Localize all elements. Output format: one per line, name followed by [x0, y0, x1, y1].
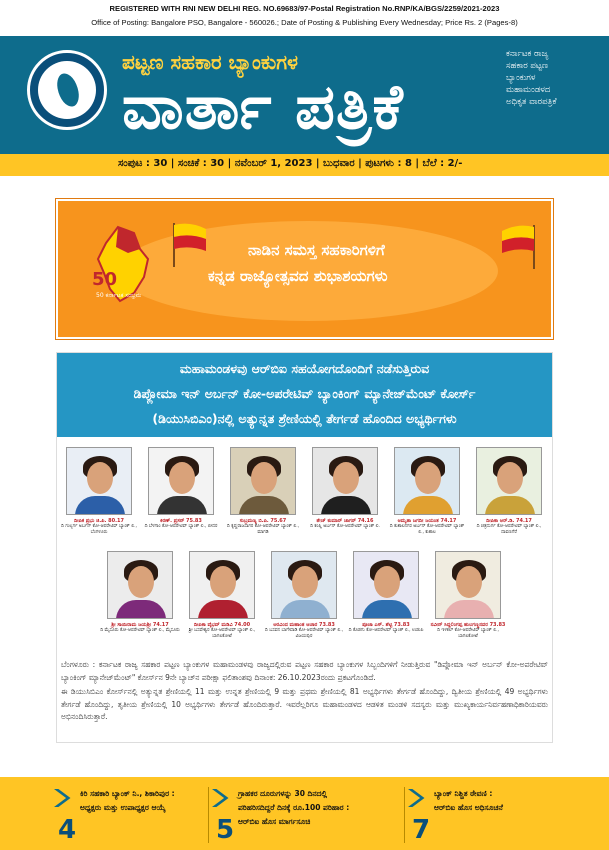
greeting-line-1: ನಾಡಿನ ಸಮಸ್ತ ಸಹಕಾರಿಗಳಿಗೆ	[248, 241, 385, 259]
article-paragraph-2: ಈ ಡಿಯುಸಿಬಿಎಂ ಕೋರ್ಸ್‌ನಲ್ಲಿ ಅತ್ಯುನ್ನತ ಶ್ರೇಣಿಯಲ್ಲಿ 11 ಮತ್ತು ಉನ್ನತ ಶ್ರೇಣಿಯಲ್ಲಿ 9 ಮತ್ತು ಪ್ರಥಮ ಶ್ರೇಣಿಯಲ್ಲಿ 81 ಅಭ್ಯರ್ಥಿಗಳು ತೇರ್ಗಡೆ ಹೊಂದಿದ್ದು, ದ್ವಿತೀಯ ಶ್ರೇಣಿಯಲ್ಲಿ 49 ಅಭ್ಯರ್ಥಿಗಳು ತೇರ್ಗಡೆ ಹೊಂದಿದ್ದು, ತೃತೀಯ ಶ್ರೇಣಿಯಲ್ಲಿ 10 ಅಭ್ಯರ್ಥಿಗಳು ತೇರ್ಗಡೆ ಹೊಂದಿರುತ್ತಾರೆ. ಇವರೆಲ್ಲರಿಗೂ ಮಹಾಮಂಡಳದ ಆಡಳಿತ ಮಂಡಳಿ ಸದಸ್ಯರು ಮತ್ತು ಮುಖ್ಯಕಾರ್ಯನಿರ್ವಹಣಾಧಿಕಾರಿಯವರು ಅಭಿನಂದಿಸಿರುತ್ತಾರೆ.	[61, 687, 548, 721]
promo-page-5[interactable]: 5 ಗ್ರಾಹಕರ ದೂರುಗಳನ್ನು 30 ದಿನದಲ್ಲಿ ಪರಿಹರಿಸದಿದ್ದರೆ ದಿನಕ್ಕೆ ರೂ.100 ಪರಿಹಾರ : ಆರ್‌ಬಿಐ ಹೊಸ ಮಾರ್ಗಸೂಚಿ	[212, 783, 402, 847]
candidate-card: ಪೂಜಾ ಎಸ್. ಶೆಟ್ಟಿ 73.83 ದಿ ಕೊಡಗು ಕೋ-ಆಪರೇಟಿವ್ ಬ್ಯಾಂಕ್ ಲಿ., ಉಡುಪಿ	[346, 551, 426, 634]
karnataka-map-icon	[55, 72, 81, 109]
candidate-photo	[353, 551, 419, 619]
registration-line: REGISTERED WITH RNI NEW DELHI REG. NO.69683/97-Postal Registration No.RNP/KA/BGS/2259/2021-2023	[109, 4, 500, 13]
masthead	[0, 36, 609, 154]
masthead-title: ವಾರ್ತಾ ಪತ್ರಿಕೆ	[122, 70, 404, 143]
candidate-photo	[107, 551, 173, 619]
article-body	[61, 659, 548, 726]
candidate-card: ಶ್ರೀ ಸಾಯಿರಾಮ ಜಯಶ್ರೀ 74.17 ದಿ ಮೈಸೂರು ಕೋ-ಆಪರೇಟಿವ್ ಬ್ಯಾಂಕ್ ಲಿ., ಮೈಸೂರು	[100, 551, 180, 634]
promo-page-7[interactable]: 7 ಬ್ಯಾಂಕ್ ನಿಶ್ಚಿತ ಠೇವಣಿ : ಆರ್‌ಬಿಐ ಹೊಸ ಅಧಿಸೂಚನೆ	[408, 783, 558, 847]
candidate-card: ಕಿರಣ್. ಪ್ರಸನ್ 75.83 ದಿ ಬೆಳಗಾಂ ಕೋ-ಆಪರೇಟಿವ್ ಬ್ಯಾಂಕ್ ಲಿ., ಬೀದರ	[141, 447, 221, 530]
chevron-right-icon	[408, 789, 430, 807]
inside-pages-strip	[0, 775, 609, 850]
candidate-card: ಸುಬ್ರಮಣ್ಯ ಬಿ.ಪಿ. 75.67 ದಿ ಕೃಷ್ಣರಾಜಸಾಗರ ಕೋ-ಆಪರೇಟಿವ್ ಬ್ಯಾಂಕ್ ಲಿ., ಮಾಗಡಿ	[223, 447, 303, 536]
promo-page-4[interactable]: 4 ಕಿರಿ ಸಹಕಾರಿ ಬ್ಯಾಂಕ್ ನಿ., ಶಿಕಾರಿಪುರ : ಅಧ್ಯಕ್ಷರು ಮತ್ತು ಉಪಾಧ್ಯಕ್ಷರ ಆಯ್ಕೆ	[54, 783, 214, 847]
kannada-flag-right	[498, 223, 538, 269]
candidate-card: ದೀಪಿಕಾ ವೈಭವ್ ಮಡಿವಿ 74.00 ಶ್ರೀ ಬಸವೇಶ್ವರ ಕೋ-ಆಪರೇಟಿವ್ ಬ್ಯಾಂಕ್ ಲಿ., ಬಾಗಲಕೋಟೆ	[182, 551, 262, 640]
candidate-photo	[312, 447, 378, 515]
candidate-card: ನವೀನ್ ಸಿದ್ದಲಿಂಗಪ್ಪ ಹುಲಗಣ್ಣನವರ 73.83 ದಿ ಇಳಕಲ್ ಕೋ-ಆಪರೇಟಿವ್ ಬ್ಯಾಂಕ್ ಲಿ., ಬಾಗಲಕೋಟೆ	[428, 551, 508, 640]
candidate-photo	[476, 447, 542, 515]
candidate-card: ತೇಜ್ ಕುಮಾರ್ ಜಾಗರ್ 74.16 ದಿ ಕಂಪ್ಲಿ ಅರ್ಬನ್ ಕೋ-ಆಪರೇಟಿವ್ ಬ್ಯಾಂಕ್ ಲಿ.	[305, 447, 385, 530]
kannada-flag-left	[170, 221, 210, 267]
svg-text:50: 50	[92, 269, 118, 290]
rajyotsava-greeting-banner	[56, 199, 553, 339]
candidate-photo	[271, 551, 337, 619]
candidate-card: ದೀಪಿಕಾ ಆರ್.ಡಿ. 74.17 ದಿ ಚಿತ್ರದುರ್ಗ ಕೋ-ಆಪರೇಟಿವ್ ಬ್ಯಾಂಕ್ ಲಿ., ದಾವಣಗೆರೆ	[469, 447, 549, 536]
chevron-right-icon	[212, 789, 234, 807]
article-paragraph-1: ಬೆಂಗಳೂರು : ಕರ್ನಾಟಕ ರಾಜ್ಯ ಸಹಕಾರ ಪಟ್ಟಣ ಬ್ಯಾಂಕುಗಳ ಮಹಾಮಂಡಳವು ರಾಜ್ಯದಲ್ಲಿರುವ ಪಟ್ಟಣ ಸಹಕಾರ ಬ್ಯಾಂಕುಗಳ ಸಿಬ್ಬಂದಿಗಳಿಗೆ ನೀಡುತ್ತಿರುವ "ಡಿಪ್ಲೋಮಾ ಇನ್ ಅರ್ಬನ್ ಕೋ-ಅಪರೇಟಿವ್ ಬ್ಯಾಂಕಿಂಗ್ ಮ್ಯಾನೇಜ್‌ಮೆಂಟ್" ಕೋರ್ಸ್‌ನ 9ನೇ ಬ್ಯಾಚ್‌ನ ಪರೀಕ್ಷಾ ಫಲಿತಾಂಶವು ದಿನಾಂಕ: 26.10.2023ರಂದು ಪ್ರಕಟಗೊಂಡಿದೆ.	[61, 660, 548, 682]
karnataka-50-emblem	[88, 223, 158, 305]
candidate-photo	[148, 447, 214, 515]
candidate-photo	[394, 447, 460, 515]
candidate-card: ಅರವಿಂದ ಮಹಾಂತ ಆಚಾರ 73.83 ದಿ ಬಸವನ ಬಾಗೇವಾಡಿ ಕೋ-ಆಪರೇಟಿವ್ ಬ್ಯಾಂಕ್ ಲಿ., ವಿಜಯಪುರ	[264, 551, 344, 640]
masthead-subtitle: ಪಟ್ಟಣ ಸಹಕಾರ ಬ್ಯಾಂಕುಗಳ	[122, 50, 298, 74]
dcbm-toppers-article	[56, 352, 553, 743]
issue-details: ಸಂಪುಟ : 30 | ಸಂಚಿಕೆ : 30 | ನವೆಂಬರ್ 1, 2023 | ಬುಧವಾರ | ಪುಟಗಳು : 8 | ಬೆಲೆ : 2/-	[118, 158, 463, 169]
candidate-photo	[66, 447, 132, 515]
candidate-photo	[435, 551, 501, 619]
masthead-side-note: ಕರ್ನಾಟಕ ರಾಜ್ಯ ಸಹಕಾರ ಪಟ್ಟಣ ಬ್ಯಾಂಕುಗಳ ಮಹಾಮಂಡಳದ ಅಧಿಕೃತ ವಾರಪತ್ರಿಕೆ	[506, 49, 557, 107]
article-headline: ಮಹಾಮಂಡಳವು ಆರ್‌ಬಿಐ ಸಹಯೋಗದೊಂದಿಗೆ ನಡೆಸುತ್ತಿರುವ ಡಿಪ್ಲೋಮಾ ಇನ್ ಅರ್ಬನ್ ಕೋ-ಅಪರೇಟಿವ್ ಬ್ಯಾಂಕಿಂಗ್ ಮ್ಯಾನೇಜ್‌ಮೆಂಟ್ ಕೋರ್ಸ್ (ಡಿಯುಸಿಬಿಎಂ)ನಲ್ಲಿ ಅತ್ಯುನ್ನತ ಶ್ರೇಣಿಯಲ್ಲಿ ತೇರ್ಗಡೆ ಹೊಂದಿದ ಅಭ್ಯರ್ಥಿಗಳು	[57, 353, 552, 437]
candidate-photo-grid	[57, 447, 552, 647]
emblem-caption: 50 ಕರ್ನಾಟಕ ಸಂಭ್ರಮ	[96, 292, 142, 299]
candidate-card: ಅಮೃತಾ ಜಗದೀ ಜಯಂತ 74.17 ದಿ ಕುಶಾಲನಗರ ಅರ್ಬನ್ ಕೋ-ಆಪರೇಟಿವ್ ಬ್ಯಾಂಕ್ ಲಿ., ಕುಶಾಲ	[387, 447, 467, 536]
chevron-right-icon	[54, 789, 76, 807]
candidate-card: ದೀಪಿಕ ಪ್ರಭು ಜಿ.ಪಿ. 80.17 ದಿ ಗುಲ್ಬರ್ಗ ಅರ್ಬನ್ ಕೋ-ಆಪರೇಟಿವ್ ಬ್ಯಾಂಕ್ ಲಿ., ಬೆಂಗಳೂರು	[59, 447, 139, 536]
candidate-photo	[230, 447, 296, 515]
greeting-line-2: ಕನ್ನಡ ರಾಜ್ಯೋತ್ಸವದ ಶುಭಾಶಯಗಳು	[208, 267, 388, 285]
posting-line: Office of Posting: Bangalore PSO, Bangalore - 560026.; Date of Posting & Publishing Every Wednesday; Price Rs. 2 (Pages-8)	[91, 18, 518, 27]
federation-logo	[27, 50, 107, 130]
candidate-photo	[189, 551, 255, 619]
issue-bar	[0, 154, 609, 176]
